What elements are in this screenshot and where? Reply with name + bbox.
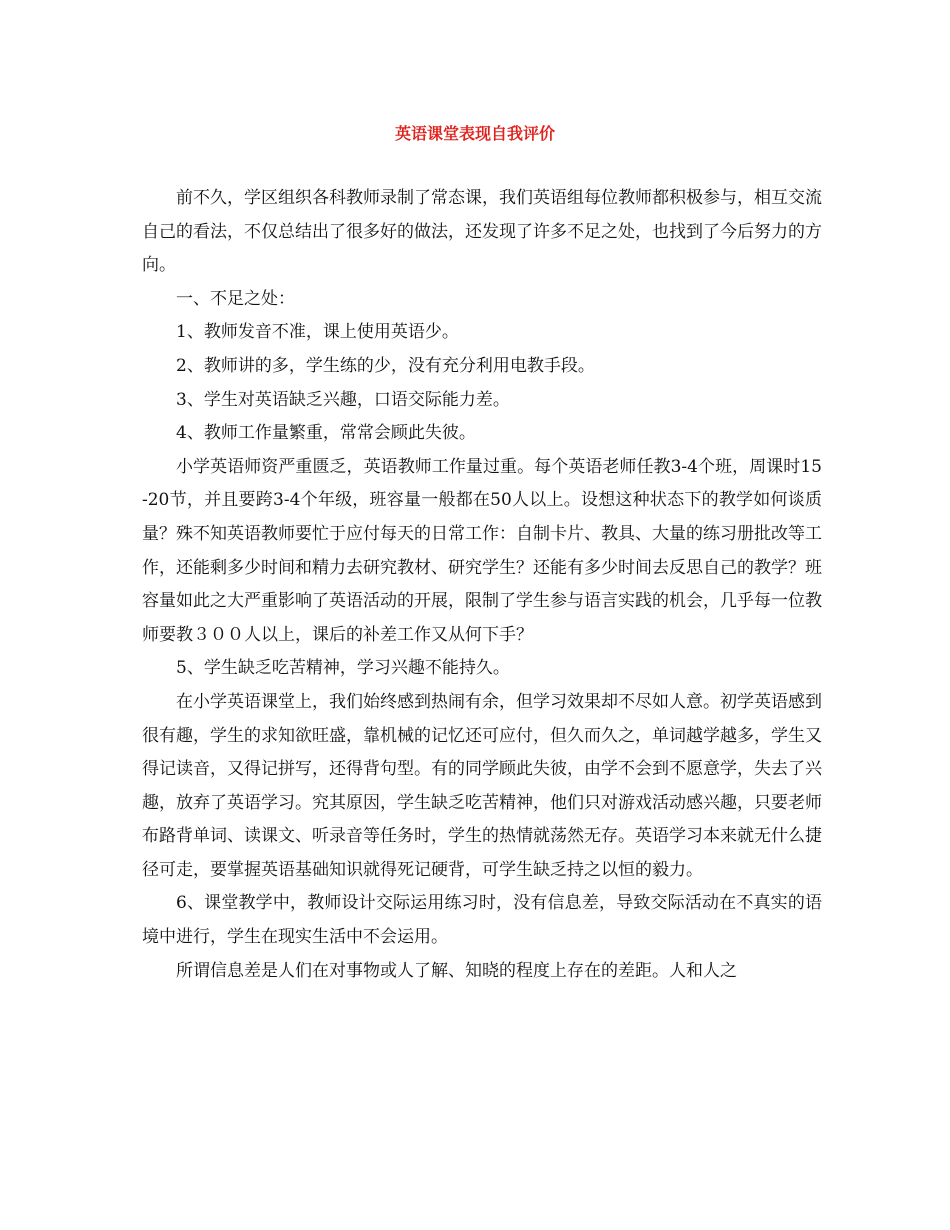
document-body <box>142 182 822 988</box>
list-item: 2、教师讲的多，学生练的少，没有充分利用电教手段。 <box>176 355 595 376</box>
list-item: 4、教师工作量繁重，常常会顾此失彼。 <box>176 423 476 444</box>
list-item: 6、课堂教学中，教师设计交际运用练习时，没有信息差，导致交际活动在不真实的语境中进行，学生在现实生活中不会运用。 <box>142 893 822 948</box>
paragraph: 所谓信息差是人们在对事物或人了解、知晓的程度上存在的差距。人和人之 <box>176 960 737 981</box>
list-item: 5、学生缺乏吃苦精神，学习兴趣不能持久。 <box>176 658 510 679</box>
list-item: 3、学生对英语缺乏兴趣，口语交际能力差。 <box>176 389 510 410</box>
list-item: 1、教师发音不准，课上使用英语少。 <box>176 322 459 343</box>
document-title: 英语课堂表现自我评价 <box>394 124 555 143</box>
paragraph: 在小学英语课堂上，我们始终感到热闹有余，但学习效果却不尽如人意。初学英语感到很有趣，学生的求知欲旺盛，靠机械的记忆还可应付，但久而久之，单词越学越多，学生又得记读音，又得记拼写，还得背句型。有的同学顾此失彼，由学不会到不愿意学，失去了兴趣，放弃了英语学习。究其原因，学生缺乏吃苦精神，他们只对游戏活动感兴趣，只要老师布路背单词、读课文、听录音等任务时，学生的热情就荡然无存。英语学习本来就无什么捷径可走，要掌握英语基础知识就得死记硬背，可学生缺乏持之以恒的毅力。 <box>142 691 822 880</box>
paragraph: 小学英语师资严重匮乏，英语教师工作量过重。每个英语老师任教3-4个班，周课时15-20节，并且要跨3-4个年级，班容量一般都在50人以上。设想这种状态下的教学如何谈质量？殊不知英语教师要忙于应付每天的日常工作：自制卡片、教具、大量的练习册批改等工作，还能剩多少时间和精力去研究教材、研究学生？还能有多少时间去反思自己的教学？班容量如此之大严重影响了英语活动的开展，限制了学生参与语言实践的机会，几乎每一位教师要教３００人以上，课后的补差工作又从何下手？ <box>142 456 822 645</box>
section-heading: 一、不足之处： <box>176 288 295 309</box>
paragraph: 前不久，学区组织各科教师录制了常态课，我们英语组每位教师都积极参与，相互交流自己的看法，不仅总结出了很多好的做法，还发现了许多不足之处，也找到了今后努力的方向。 <box>142 188 822 276</box>
